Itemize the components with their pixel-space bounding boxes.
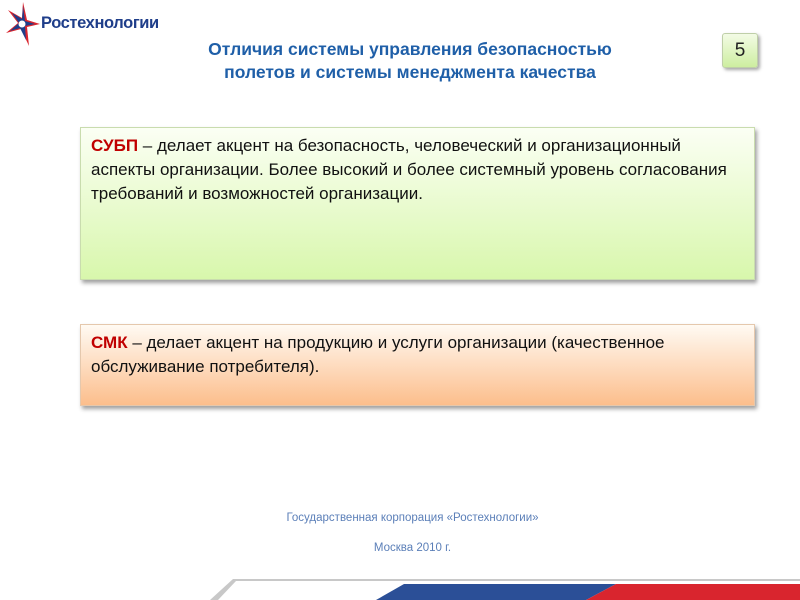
- slide-title-line2: полетов и системы менеджмента качества: [224, 62, 596, 82]
- slide-title: [140, 38, 680, 84]
- footer-city-year: Москва 2010 г.: [373, 542, 452, 554]
- slide-title-line1: Отличия системы управления безопасностью: [208, 39, 612, 59]
- smk-acronym: СМК: [91, 333, 128, 352]
- page-number-badge: 5: [722, 33, 758, 68]
- subp-acronym: СУБП: [91, 136, 139, 155]
- smk-description: – делает акцент на продукцию и услуги организации (качественное обслуживание потребителя).: [91, 333, 665, 376]
- stripe-red: [586, 584, 800, 600]
- rostec-star-icon: [2, 0, 42, 50]
- stripe-blue: [376, 584, 616, 600]
- decorative-stripes: [0, 570, 800, 600]
- rostec-logo: [0, 0, 159, 52]
- logo-text: Ростехнологии: [41, 14, 159, 32]
- smk-box: [80, 324, 755, 406]
- subp-description: – делает акцент на безопасность, человеческий и организационный аспекты организации. Более высокий и более системный уровень согласования требований и возможностей организации.: [91, 136, 727, 203]
- footer-organization: Государственная корпорация «Ростехнологии»: [286, 512, 539, 524]
- subp-box: [80, 127, 755, 280]
